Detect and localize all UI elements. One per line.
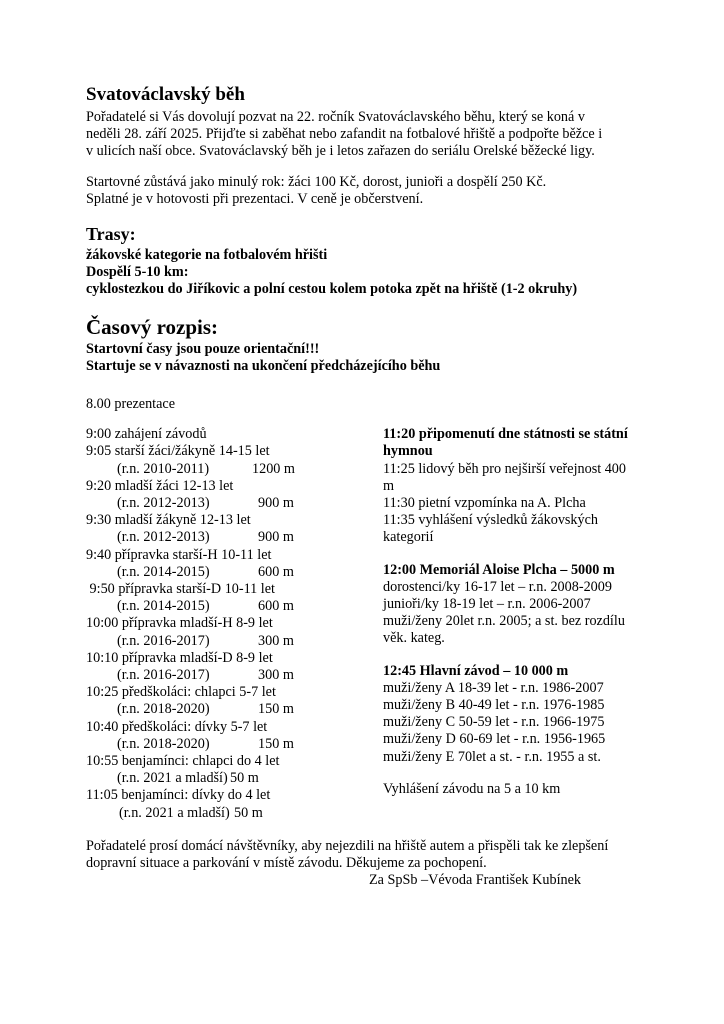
schedule-item-distance: 1200 m bbox=[252, 460, 295, 477]
schedule-item-birth-years: (r.n. 2010-2011) bbox=[117, 460, 210, 477]
schedule-item-detail bbox=[86, 736, 383, 753]
trasy-section bbox=[86, 224, 631, 299]
trasy-line: žákovské kategorie na fotbalovém hřišti bbox=[86, 247, 328, 264]
intro-paragraph bbox=[86, 109, 631, 161]
schedule-columns bbox=[86, 426, 631, 822]
footer-line: Pořadatelé prosí domácí návštěvníky, aby nejezdili na hřiště autem a přispěli tak ke zlepšení bbox=[86, 837, 609, 854]
schedule-item-detail bbox=[86, 564, 383, 581]
right-schedule bbox=[383, 426, 628, 822]
right-line: 11:35 vyhlášení výsledků žákovských bbox=[383, 512, 599, 529]
trasy-line: Dospělí 5-10 km: bbox=[86, 264, 189, 281]
schedule-item-detail bbox=[86, 598, 383, 615]
schedule-item-label: 10:40 předškoláci: dívky 5-7 let bbox=[86, 718, 268, 735]
schedule-item-detail bbox=[86, 805, 383, 822]
right-line: muži/ženy A 18-39 let - r.n. 1986-2007 bbox=[383, 679, 604, 696]
right-line: muži/ženy E 70let a st. - r.n. 1955 a st. bbox=[383, 748, 601, 765]
schedule-item-birth-years: (r.n. 2012-2013) bbox=[117, 495, 210, 512]
rozpis-heading: Časový rozpis: bbox=[86, 314, 219, 339]
right-line: muži/ženy B 40-49 let - r.n. 1976-1985 bbox=[383, 697, 605, 714]
footer-paragraph bbox=[86, 838, 631, 890]
right-line: muži/ženy 20let r.n. 2005; a st. bez rozdílu bbox=[383, 613, 625, 630]
intro-line: v ulicích naší obce. Svatováclavský běh je i letos zařazen do seriálu Orelské běžecké ligy. bbox=[86, 143, 595, 160]
left-schedule-items bbox=[86, 443, 383, 821]
schedule-item-birth-years: (r.n. 2021 a mladší) bbox=[117, 770, 228, 787]
right-line: kategorií bbox=[383, 529, 434, 546]
right-block-hlavni-zavod bbox=[383, 663, 613, 766]
right-bold-line: 12:45 Hlavní závod – 10 000 m bbox=[383, 662, 569, 679]
schedule-item-birth-years: (r.n. 2014-2015) bbox=[117, 598, 210, 615]
schedule-item-detail bbox=[86, 633, 383, 650]
left-schedule bbox=[86, 426, 383, 822]
right-line: 11:25 lidový běh pro nejširší veřejnost 400 bbox=[383, 460, 626, 477]
trasy-heading: Trasy: bbox=[86, 224, 136, 245]
schedule-item-distance: 150 m bbox=[258, 701, 294, 718]
schedule-item-distance: 600 m bbox=[258, 598, 294, 615]
schedule-item-label: 10:25 předškoláci: chlapci 5-7 let bbox=[86, 684, 276, 701]
right-line: 11:30 pietní vzpomínka na A. Plcha bbox=[383, 495, 586, 512]
schedule-item-birth-years: (r.n. 2016-2017) bbox=[117, 632, 210, 649]
right-block-memorial bbox=[383, 561, 625, 648]
schedule-item-birth-years: (r.n. 2014-2015) bbox=[117, 563, 210, 580]
document-page bbox=[86, 84, 631, 889]
schedule-item-birth-years: (r.n. 2018-2020) bbox=[117, 701, 210, 718]
right-bold-line: 12:00 Memoriál Aloise Plcha – 5000 m bbox=[383, 561, 615, 578]
right-line: dorostenci/ky 16-17 let – r.n. 2008-2009 bbox=[383, 578, 612, 595]
trasy-line: cyklostezkou do Jiříkovic a polní cestou kolem potoka zpět na hřiště (1-2 okruhy) bbox=[86, 281, 578, 298]
schedule-item-birth-years: (r.n. 2021 a mladší) bbox=[119, 804, 230, 821]
fee-paragraph bbox=[86, 174, 631, 208]
prezentace-line: 8.00 prezentace bbox=[86, 396, 176, 413]
schedule-item-label: 9:50 přípravka starší-D 10-11 let bbox=[86, 581, 275, 597]
schedule-item-detail bbox=[86, 667, 383, 684]
intro-line: neděli 28. září 2025. Přijďte si zaběhat nebo zafandit na fotbalové hřiště a podpořte běžce i bbox=[86, 126, 603, 143]
schedule-item-detail bbox=[86, 495, 383, 512]
page-title: Svatováclavský běh bbox=[86, 84, 245, 105]
fee-line: Startovné zůstává jako minulý rok: žáci 100 Kč, dorost, junioři a dospělí 250 Kč. bbox=[86, 173, 547, 190]
rozpis-note: Startovní časy jsou pouze orientační!!! bbox=[86, 340, 320, 357]
schedule-item-detail bbox=[86, 770, 383, 787]
schedule-item-label: 9:05 starší žáci/žákyně 14-15 let bbox=[86, 443, 270, 460]
schedule-item-distance: 150 m bbox=[258, 735, 294, 752]
vyhlaseni-line: Vyhlášení závodu na 5 a 10 km bbox=[383, 780, 561, 797]
schedule-item-detail bbox=[86, 701, 383, 718]
schedule-item-detail bbox=[86, 529, 383, 546]
schedule-item-distance: 900 m bbox=[258, 495, 294, 512]
schedule-item-distance: 300 m bbox=[258, 666, 294, 683]
schedule-item-birth-years: (r.n. 2016-2017) bbox=[117, 666, 210, 683]
schedule-item-distance: 900 m bbox=[258, 529, 294, 546]
schedule-item-birth-years: (r.n. 2012-2013) bbox=[117, 529, 210, 546]
schedule-item-distance: 50 m bbox=[230, 770, 259, 787]
footer-line: dopravní situace a parkování v místě závodu. Děkujeme za pochopení. bbox=[86, 854, 487, 871]
schedule-item-detail bbox=[86, 461, 383, 478]
zahajeni-line: 9:00 zahájení závodů bbox=[86, 426, 207, 443]
schedule-item-distance: 300 m bbox=[258, 632, 294, 649]
intro-line: Pořadatelé si Vás dovolují pozvat na 22. ročník Svatováclavského běhu, který se koná v bbox=[86, 109, 585, 125]
schedule-item-label: 11:05 benjamínci: dívky do 4 let bbox=[86, 787, 271, 804]
schedule-item-distance: 50 m bbox=[234, 804, 263, 821]
schedule-item-label: 9:40 přípravka starší-H 10-11 let bbox=[86, 546, 272, 563]
right-line: muži/ženy C 50-59 let - r.n. 1966-1975 bbox=[383, 714, 605, 731]
signature: Za SpSb –Vévoda František Kubínek bbox=[369, 872, 581, 889]
fee-line: Splatné je v hotovosti při prezentaci. V ceně je občerstvení. bbox=[86, 190, 424, 207]
right-bold-line: 11:20 připomenutí dne státnosti se státní bbox=[383, 426, 628, 443]
right-block-statnost bbox=[383, 426, 628, 546]
right-line: m bbox=[383, 477, 395, 494]
right-line: věk. kateg. bbox=[383, 630, 445, 647]
rozpis-section bbox=[86, 315, 631, 414]
right-line: junioři/ky 18-19 let – r.n. 2006-2007 bbox=[383, 596, 591, 613]
schedule-item-label: 10:10 přípravka mladší-D 8-9 let bbox=[86, 649, 273, 666]
schedule-item-label: 10:55 benjamínci: chlapci do 4 let bbox=[86, 752, 280, 769]
schedule-item-label: 10:00 přípravka mladší-H 8-9 let bbox=[86, 615, 273, 632]
rozpis-note: Startuje se v návaznosti na ukončení předcházejícího běhu bbox=[86, 357, 441, 374]
schedule-item-birth-years: (r.n. 2018-2020) bbox=[117, 735, 210, 752]
right-line: muži/ženy D 60-69 let - r.n. 1956-1965 bbox=[383, 731, 606, 748]
schedule-item-label: 9:30 mladší žákyně 12-13 let bbox=[86, 512, 251, 529]
right-bold-line: hymnou bbox=[383, 443, 433, 460]
schedule-item-distance: 600 m bbox=[258, 563, 294, 580]
schedule-item-label: 9:20 mladší žáci 12-13 let bbox=[86, 477, 234, 494]
